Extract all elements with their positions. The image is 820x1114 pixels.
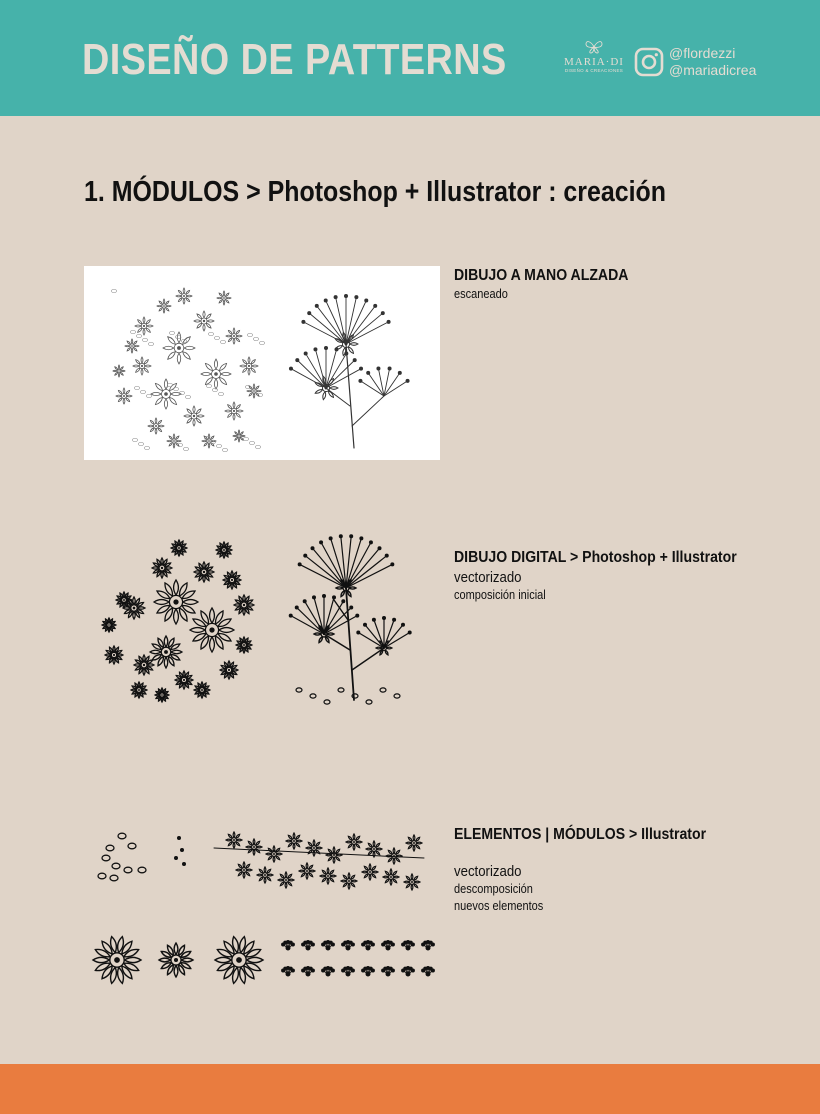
dot-mark — [311, 943, 315, 947]
seed-mark — [138, 867, 146, 873]
dot-mark — [358, 379, 362, 383]
dot-mark — [373, 304, 377, 308]
flower-drawing — [216, 542, 232, 558]
dot-mark — [289, 614, 293, 618]
flower-drawing — [202, 434, 216, 448]
seed-mark — [110, 875, 118, 881]
seed-mark — [380, 688, 386, 692]
seed-mark — [209, 332, 214, 336]
flower-drawing — [306, 840, 322, 856]
instagram-handles — [669, 45, 756, 79]
seed-mark — [135, 386, 140, 390]
stroke-line — [384, 625, 403, 648]
dot-mark — [311, 969, 315, 973]
dot-mark — [346, 972, 351, 977]
dot-mark — [376, 367, 380, 371]
seed-mark — [180, 391, 185, 395]
flower-drawing — [220, 661, 238, 679]
seed-mark — [244, 437, 249, 441]
stroke-line — [346, 556, 387, 588]
dot-mark — [371, 969, 375, 973]
flower-drawing — [151, 379, 181, 409]
flower-drawing — [131, 682, 147, 698]
stroke-line — [352, 648, 384, 670]
seed-mark — [141, 390, 146, 394]
seed-mark — [250, 441, 255, 445]
seed-mark — [174, 387, 179, 391]
flower-drawing — [366, 841, 382, 857]
step-elements-title-main: ELEMENTOS | MÓDULOS — [454, 826, 626, 843]
dot-mark — [312, 595, 316, 599]
flower-drawing — [246, 839, 262, 855]
dot-mark — [366, 371, 370, 375]
dot-mark — [355, 614, 359, 618]
dot-mark — [349, 606, 353, 610]
flower-drawing — [406, 835, 422, 851]
step-elements-new-elements: nuevos elementos — [454, 899, 544, 913]
dot-mark — [306, 972, 311, 977]
seed-mark — [139, 442, 144, 446]
dot-mark — [180, 848, 184, 852]
flower-drawing — [278, 872, 294, 888]
footer-bar — [0, 1064, 820, 1114]
step-elements-description — [454, 825, 706, 915]
stroke-line — [214, 848, 424, 858]
dot-mark — [324, 346, 328, 350]
flower-drawing — [152, 558, 172, 578]
dot-mark — [392, 618, 396, 622]
dot-mark — [344, 294, 348, 298]
seed-mark — [137, 334, 142, 338]
instagram-link-flordezzi[interactable]: @flordezzi — [669, 45, 736, 61]
flower-drawing — [134, 655, 154, 675]
dot-mark — [356, 631, 360, 635]
stroke-line — [346, 322, 389, 344]
dot-mark — [426, 946, 431, 951]
flower-drawing — [234, 595, 254, 615]
dot-mark — [286, 946, 291, 951]
dot-mark — [411, 969, 415, 973]
flower-drawing — [155, 688, 169, 702]
stroke-line — [305, 556, 346, 588]
flower-drawing — [171, 540, 187, 556]
dot-mark — [326, 946, 331, 951]
flower-drawing — [154, 580, 198, 624]
dot-mark — [364, 298, 368, 302]
flower-drawing — [176, 288, 192, 304]
dot-mark — [315, 304, 319, 308]
stroke-line — [384, 620, 394, 648]
seed-mark — [310, 694, 316, 698]
stroke-line — [346, 548, 379, 588]
section-title: 1. MÓDULOS > Photoshop + Illustrator : creación — [84, 176, 667, 208]
seed-mark — [176, 335, 181, 339]
butterfly-icon — [584, 40, 604, 54]
dot-mark — [359, 536, 363, 540]
seed-mark — [207, 384, 212, 388]
flower-drawing — [167, 434, 181, 448]
dot-mark — [431, 969, 435, 973]
stroke-line — [360, 381, 384, 396]
flower-drawing — [93, 937, 141, 984]
dot-mark — [354, 295, 358, 299]
dot-mark — [322, 594, 326, 598]
flower-drawing — [362, 864, 378, 880]
step-digital-composition: composición inicial — [454, 588, 546, 602]
stroke-line — [346, 588, 354, 700]
seed-mark — [338, 688, 344, 692]
seed-mark — [143, 338, 148, 342]
dot-mark — [286, 972, 291, 977]
dot-mark — [411, 943, 415, 947]
seed-mark — [98, 873, 106, 879]
seed-mark — [112, 863, 120, 869]
seed-mark — [219, 392, 224, 396]
seed-mark — [223, 448, 228, 452]
seed-mark — [248, 333, 253, 337]
seed-mark — [133, 438, 138, 442]
dot-mark — [335, 347, 339, 351]
stroke-line — [384, 633, 410, 648]
flower-drawing — [240, 357, 258, 375]
seed-mark — [366, 700, 372, 704]
dot-mark — [391, 969, 395, 973]
seed-mark — [149, 342, 154, 346]
flower-drawing — [223, 571, 241, 589]
dot-mark — [372, 618, 376, 622]
dot-mark — [426, 972, 431, 977]
seed-mark — [102, 855, 110, 861]
header-bar — [0, 0, 820, 116]
flower-drawing — [184, 406, 204, 426]
dot-mark — [298, 562, 302, 566]
seed-mark — [147, 394, 152, 398]
dot-mark — [385, 554, 389, 558]
flower-drawing — [341, 873, 357, 889]
step-elements-title — [454, 825, 706, 845]
flower-drawing — [225, 402, 243, 420]
dot-mark — [351, 943, 355, 947]
dot-mark — [366, 946, 371, 951]
flower-drawing — [233, 430, 245, 442]
dot-mark — [388, 367, 392, 371]
flower-drawing — [346, 834, 362, 850]
seed-mark — [221, 340, 226, 344]
dot-mark — [304, 352, 308, 356]
flower-drawing — [299, 863, 315, 879]
flower-drawing — [194, 682, 210, 698]
instagram-link-mariadicrea[interactable]: @mariadicrea — [669, 62, 757, 78]
dot-mark — [408, 631, 412, 635]
dot-mark — [387, 320, 391, 324]
stroke-line — [303, 322, 346, 344]
seed-mark — [106, 845, 114, 851]
dot-mark — [377, 546, 381, 550]
seed-mark — [254, 337, 259, 341]
seed-mark — [324, 700, 330, 704]
logo-tagline: DISEÑO & CREACIONES — [564, 68, 624, 73]
flower-drawing — [135, 317, 153, 335]
dot-mark — [313, 347, 317, 351]
dot-mark — [324, 298, 328, 302]
step-freehand-title: DIBUJO A MANO ALZADA — [454, 267, 629, 284]
dot-mark — [390, 562, 394, 566]
logo-name: MARIA·DI — [564, 56, 624, 68]
dot-mark — [371, 943, 375, 947]
seed-mark — [260, 341, 265, 345]
dot-mark — [339, 534, 343, 538]
seed-mark — [394, 694, 400, 698]
step-digital-title-main: DIBUJO DIGITAL — [454, 549, 567, 566]
dot-mark — [431, 943, 435, 947]
dot-mark — [344, 352, 348, 356]
dot-mark — [319, 540, 323, 544]
dot-mark — [406, 379, 410, 383]
flower-drawing — [116, 388, 132, 404]
brand-logo — [562, 40, 626, 74]
flower-drawing — [383, 869, 399, 885]
flower-drawing — [148, 418, 164, 434]
flower-drawing — [175, 671, 193, 689]
digital-flowers-illustration — [84, 530, 444, 710]
dot-mark — [303, 554, 307, 558]
dot-mark — [329, 536, 333, 540]
dot-mark — [346, 946, 351, 951]
dot-mark — [291, 943, 295, 947]
flower-drawing — [236, 637, 252, 653]
dot-mark — [401, 623, 405, 627]
flower-drawing — [150, 636, 182, 668]
dot-mark — [406, 946, 411, 951]
dot-mark — [307, 311, 311, 315]
dot-mark — [289, 367, 293, 371]
seed-mark — [256, 445, 261, 449]
flower-drawing — [236, 862, 252, 878]
seed-mark — [124, 867, 132, 873]
dot-mark — [406, 972, 411, 977]
flower-drawing — [133, 357, 151, 375]
flower-drawing — [113, 365, 125, 377]
flower-drawing — [257, 867, 273, 883]
seed-mark — [296, 688, 302, 692]
seed-mark — [168, 383, 173, 387]
dot-mark — [381, 311, 385, 315]
dot-mark — [301, 320, 305, 324]
dot-mark — [398, 371, 402, 375]
dot-mark — [311, 546, 315, 550]
flower-drawing — [266, 846, 282, 862]
dot-mark — [382, 616, 386, 620]
step-elements-title-tools: > Illustrator — [625, 826, 707, 843]
stroke-line — [365, 625, 384, 648]
flower-drawing — [201, 359, 231, 389]
flower-drawing — [215, 937, 263, 984]
stroke-line — [374, 620, 384, 648]
dot-mark — [331, 943, 335, 947]
dot-mark — [332, 595, 336, 599]
stroke-line — [313, 548, 346, 588]
dot-mark — [326, 972, 331, 977]
stroke-line — [326, 388, 350, 406]
seed-mark — [118, 833, 126, 839]
step-digital-title-tools: > Photoshop + Illustrator — [566, 549, 737, 566]
step-freehand-note: escaneado — [454, 287, 508, 301]
dot-mark — [359, 367, 363, 371]
seed-mark — [215, 336, 220, 340]
step-digital-vectorized: vectorizado — [454, 569, 522, 586]
dot-mark — [363, 623, 367, 627]
dot-mark — [334, 295, 338, 299]
dot-mark — [341, 599, 345, 603]
dot-mark — [366, 972, 371, 977]
step-elements-vectorized: vectorizado — [454, 863, 522, 880]
dot-mark — [351, 969, 355, 973]
seed-mark — [186, 395, 191, 399]
stroke-line — [315, 349, 326, 388]
dot-mark — [386, 972, 391, 977]
instagram-icon — [634, 47, 664, 77]
flower-drawing — [194, 311, 214, 331]
seed-mark — [170, 331, 175, 335]
scanned-drawing-image — [84, 266, 440, 460]
flower-drawing — [159, 943, 193, 977]
flower-drawing — [190, 608, 234, 652]
dot-mark — [303, 599, 307, 603]
seed-mark — [184, 447, 189, 451]
flower-drawing — [217, 291, 231, 305]
flower-drawing — [125, 339, 139, 353]
dot-mark — [386, 946, 391, 951]
seed-mark — [112, 289, 117, 293]
flower-drawing — [226, 328, 242, 344]
seed-mark — [128, 843, 136, 849]
dot-mark — [295, 606, 299, 610]
step-digital-description — [454, 548, 737, 604]
hand-drawn-flowers-illustration — [84, 266, 440, 460]
flower-drawing — [194, 562, 214, 582]
dot-mark — [177, 836, 181, 840]
dot-mark — [353, 358, 357, 362]
page-title: DISEÑO DE PATTERNS — [82, 35, 507, 84]
flower-drawing — [286, 833, 302, 849]
step-digital-title — [454, 548, 737, 568]
stroke-line — [384, 381, 408, 396]
seed-mark — [213, 388, 218, 392]
seed-mark — [131, 330, 136, 334]
dot-mark — [174, 856, 178, 860]
dot-mark — [182, 862, 186, 866]
flower-drawing — [404, 874, 420, 890]
stroke-line — [352, 396, 384, 426]
flower-drawing — [247, 384, 261, 398]
step-elements-decomposition: descomposición — [454, 882, 533, 896]
dot-mark — [391, 943, 395, 947]
flower-drawing — [320, 868, 336, 884]
dot-mark — [295, 358, 299, 362]
flower-drawing — [157, 299, 171, 313]
dot-mark — [369, 540, 373, 544]
dot-mark — [331, 969, 335, 973]
flower-drawing — [226, 832, 242, 848]
flower-drawing — [102, 618, 116, 632]
elements-modules-illustration — [84, 818, 444, 988]
flower-drawing — [105, 646, 123, 664]
dot-mark — [349, 534, 353, 538]
step-freehand-description — [454, 266, 628, 303]
dot-mark — [291, 969, 295, 973]
flower-drawing — [163, 332, 195, 364]
dot-mark — [306, 946, 311, 951]
seed-mark — [217, 444, 222, 448]
stroke-line — [326, 349, 337, 388]
seed-mark — [145, 446, 150, 450]
stroke-line — [358, 633, 384, 648]
flower-drawing — [326, 847, 342, 863]
